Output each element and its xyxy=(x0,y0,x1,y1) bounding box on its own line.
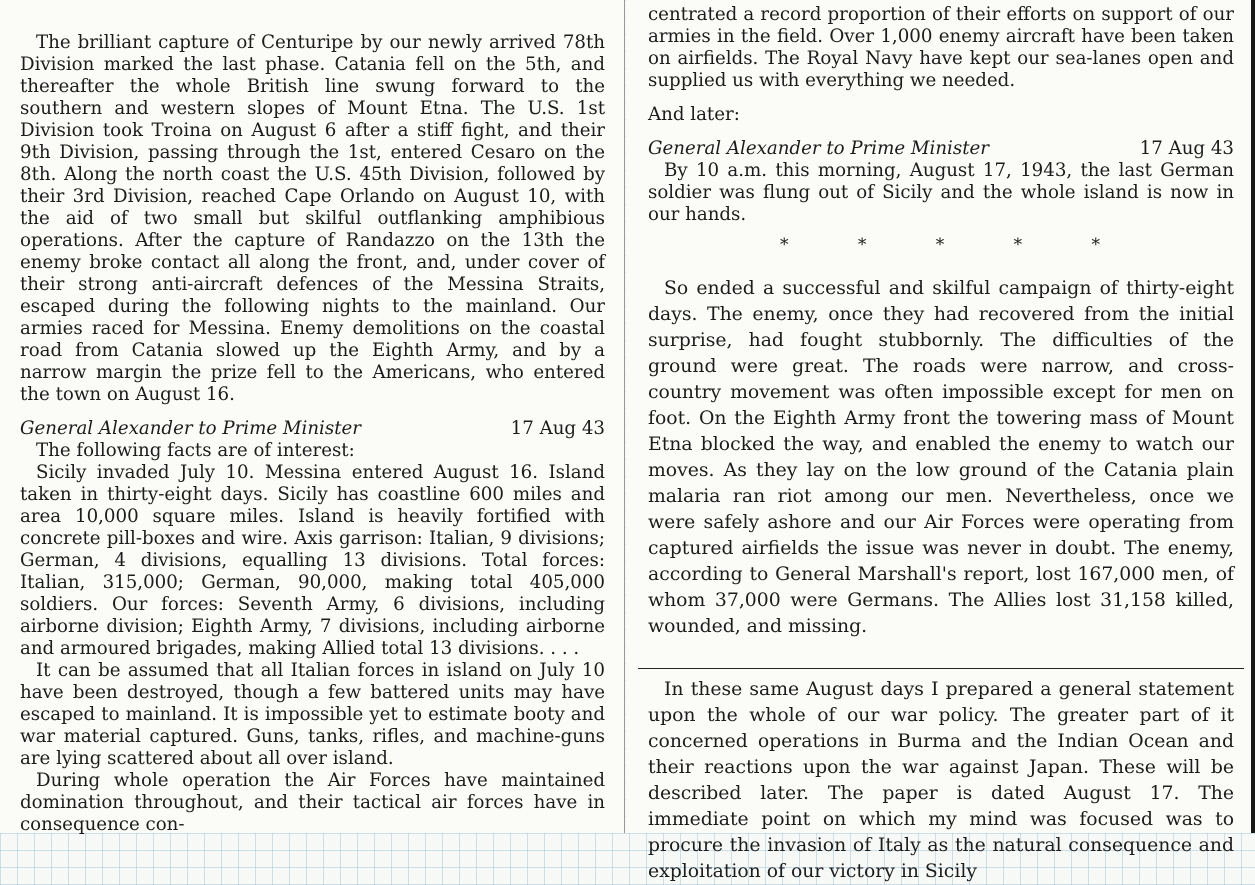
paragraph-continued: centrated a record proportion of their efforts on support of our armies in the field. Over 1,000 enemy aircraft have been taken on airfields. The Royal Navy have kept our sea-lanes open and supplied us with everything we needed. xyxy=(648,4,1234,91)
telegram-date: 17 Aug 43 xyxy=(1139,138,1234,159)
paragraph-facts-intro: The following facts are of interest: xyxy=(36,440,355,461)
telegram-header-2 xyxy=(648,138,1234,160)
left-page xyxy=(0,0,625,833)
paragraph-war-policy: In these same August days I prepared a general statement upon the whole of our war policy. The greater part of it concerned operations in Burma and the Indian Ocean and their reactions upon the war against Japan. These will be described later. The paper is dated August 17. The immediate point on which my mind was focused was to procure the invasion of Italy as the natural consequence and exploitation of our victory in Sicily xyxy=(648,679,1234,882)
telegram-header-1 xyxy=(20,418,605,440)
left-column xyxy=(20,32,605,836)
telegram-sender: General Alexander to Prime Minister xyxy=(20,418,361,439)
telegram-sender: General Alexander to Prime Minister xyxy=(648,138,989,159)
telegram-date: 17 Aug 43 xyxy=(510,418,605,439)
paragraph-centuripe: The brilliant capture of Centuripe by our newly arrived 78th Division marked the last phase. Catania fell on the 5th, and thereafter the whole British line swung forward to the southern and western slopes of Mount Etna. The U.S. 1st Division took Troina on August 6 after a stiff fight, and their 9th Division, passing through the 1st, entered Cesaro on the 8th. Along the north coast the U.S. 45th Division, followed by their 3rd Division, reached Cape Orlando on August 10, with the aid of two small but skilful outflanking amphibious operations. After the capture of Randazzo on the 13th the enemy broke contact all along the front, and, under cover of their strong anti-aircraft defences of the Messina Straits, escaped during the following nights to the mainland. Our armies raced for Messina. Enemy demolitions on the coastal road from Catania slowed up the Eighth Army, and by a narrow margin the prize fell to the Americans, who entered the town on August 16. xyxy=(20,32,605,405)
right-column xyxy=(648,4,1234,885)
page-edge-border xyxy=(1251,0,1255,833)
horizontal-rule xyxy=(638,668,1244,669)
paragraph-last-german-soldier: By 10 a.m. this morning, August 17, 1943, the last German soldier was flung out of Sicily and the whole island is now in our hands. xyxy=(648,160,1234,225)
right-page xyxy=(626,0,1255,882)
paragraph-air-forces: During whole operation the Air Forces have maintained domination throughout, and their tactical air forces have in consequence con- xyxy=(20,770,605,835)
paragraph-sicily-invaded: Sicily invaded July 10. Messina entered August 16. Island taken in thirty-eight days. Sicily has coastline 600 miles and area 10,000 square miles. Island is heavily fortified with concrete pill-boxes and wire. Axis garrison: Italian, 9 divisions; German, 4 divisions, equalling 13 divisions. Total forces: Italian, 315,000; German, 90,000, making total 405,000 soldiers. Our forces: Seventh Army, 6 divisions, including airborne division; Eighth Army, 7 divisions, including airborne and armoured brigades, making Allied total 13 divisions. . . . xyxy=(20,462,605,659)
section-break-stars: * * * * * xyxy=(779,235,1133,255)
and-later-label: And later: xyxy=(648,104,740,125)
paragraph-campaign-summary: So ended a successful and skilful campaign of thirty-eight days. The enemy, once they had recovered from the initial surprise, had fought stubbornly. The difficulties of the ground were great. The roads were narrow, and cross-country movement was often impossible except for men on foot. On the Eighth Army front the towering mass of Mount Etna blocked the way, and enabled the enemy to watch our moves. As they lay on the low ground of the Catania plain malaria ran riot among our men. Nevertheless, once we were safely ashore and our Air Forces were operating from captured airfields the issue was never in doubt. The enemy, according to General Marshall's report, lost 167,000 men, of whom 37,000 were Germans. The Allies lost 31,158 killed, wounded, and missing. xyxy=(648,278,1234,637)
paragraph-italian-forces: It can be assumed that all Italian forces in island on July 10 have been destroyed, though a few battered units may have escaped to mainland. It is impossible yet to estimate booty and war material captured. Guns, tanks, rifles, and machine-guns are lying scattered about all over island. xyxy=(20,660,605,769)
